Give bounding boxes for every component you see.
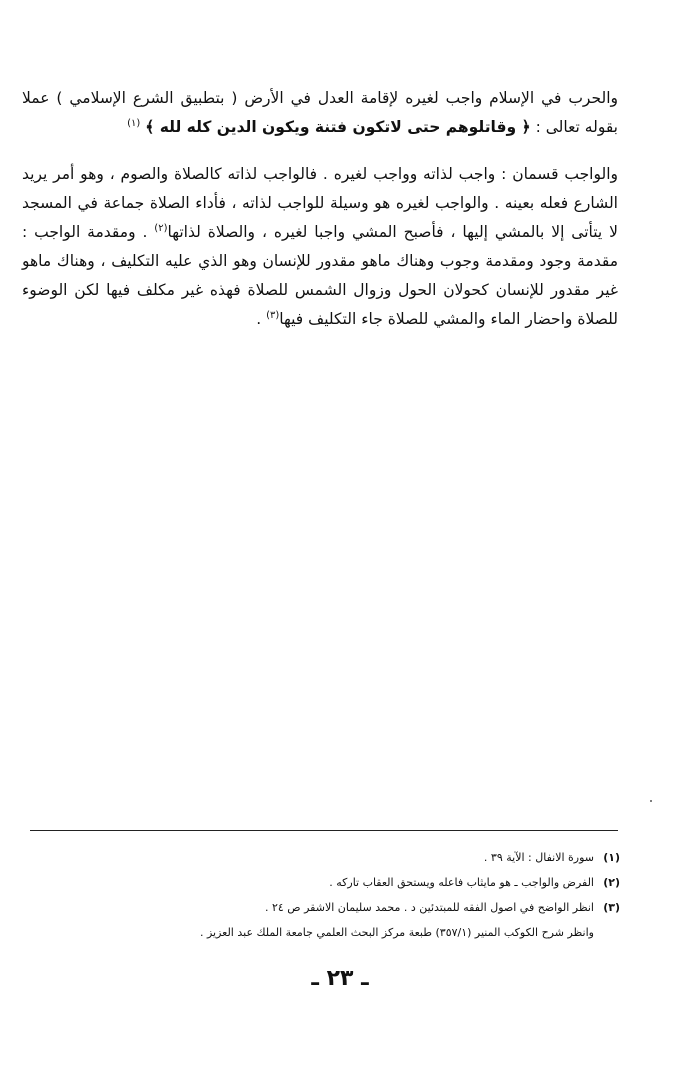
footnote-text: سورة الانفال : الآية ٣٩ . bbox=[483, 851, 594, 864]
paragraph1-text: والحرب في الإسلام واجب لغيره لإقامة العدل في الأرض ( بتطبيق الشرع الإسلامي ) عملا بقوله تعالى : bbox=[22, 89, 618, 136]
paragraph-obligation-types bbox=[22, 160, 618, 334]
footnote-3 bbox=[30, 895, 620, 920]
footnote-text: وانظر شرح الكوكب المنير (٣٥٧/١) طبعة مركز البحث العلمي جامعة الملك عبد العزيز . bbox=[199, 926, 594, 939]
footnote-ref-1[interactable]: (١) bbox=[127, 117, 141, 129]
footnote-number: (٢) bbox=[603, 876, 620, 889]
paragraph2-text-part2: . ومقدمة الواجب : مقدمة وجود ومقدمة وجوب وهناك ماهو مقدور للإنسان وهو الذي عليه التكليف ، وهناك ماهو غير مقدور للإنسان كحولان الحول وزوال الشمس للصلاة فهذه غير مكلف فيها لكن الوضوء للصلاة واحضار الماء والمشي للصلاة جاء التكليف فيها bbox=[22, 223, 618, 328]
footnote-text: انظر الواضح في اصول الفقه للمبتدئين د . محمد سليمان الاشقر ص ٢٤ . bbox=[264, 901, 594, 914]
paragraph-war-obligation bbox=[22, 84, 618, 142]
footnote-3-continued bbox=[30, 920, 620, 945]
footnote-2 bbox=[30, 870, 620, 895]
paragraph2-text-part1: والواجب قسمان : واجب لذاته وواجب لغيره . فالواجب لذاته كالصلاة والصوم ، وهو أمر يريد الشارع فعله بعينه . والواجب لغيره هو وسيلة للواجب لذاته ، فأداء الصلاة جماعة في المسجد لا يتأتى إلا بالمشي إليها ، فأصبح المشي واجبا لغيره ، والصلاة لذاتها bbox=[22, 165, 618, 241]
footnotes-section bbox=[30, 845, 620, 945]
footnote-1 bbox=[30, 845, 620, 870]
footnote-divider bbox=[30, 830, 618, 831]
paragraph2-text-part3: . bbox=[256, 310, 267, 328]
footnote-number: (١) bbox=[603, 851, 620, 864]
footnote-ref-3[interactable]: (٣) bbox=[266, 309, 280, 321]
quran-verse: ﴿ وقاتلوهم حتى لاتكون فتنة ويكون الدين كله لله ﴾ bbox=[145, 118, 531, 136]
page-number: ـ ٢٣ ـ bbox=[311, 966, 369, 991]
footnote-ref-2[interactable]: (٢) bbox=[154, 222, 168, 234]
scan-speck bbox=[650, 800, 652, 802]
footnote-number: (٣) bbox=[603, 901, 620, 914]
footnote-text: الفرض والواجب ـ هو مايثاب فاعله ويستحق العقاب تاركه . bbox=[329, 876, 594, 889]
